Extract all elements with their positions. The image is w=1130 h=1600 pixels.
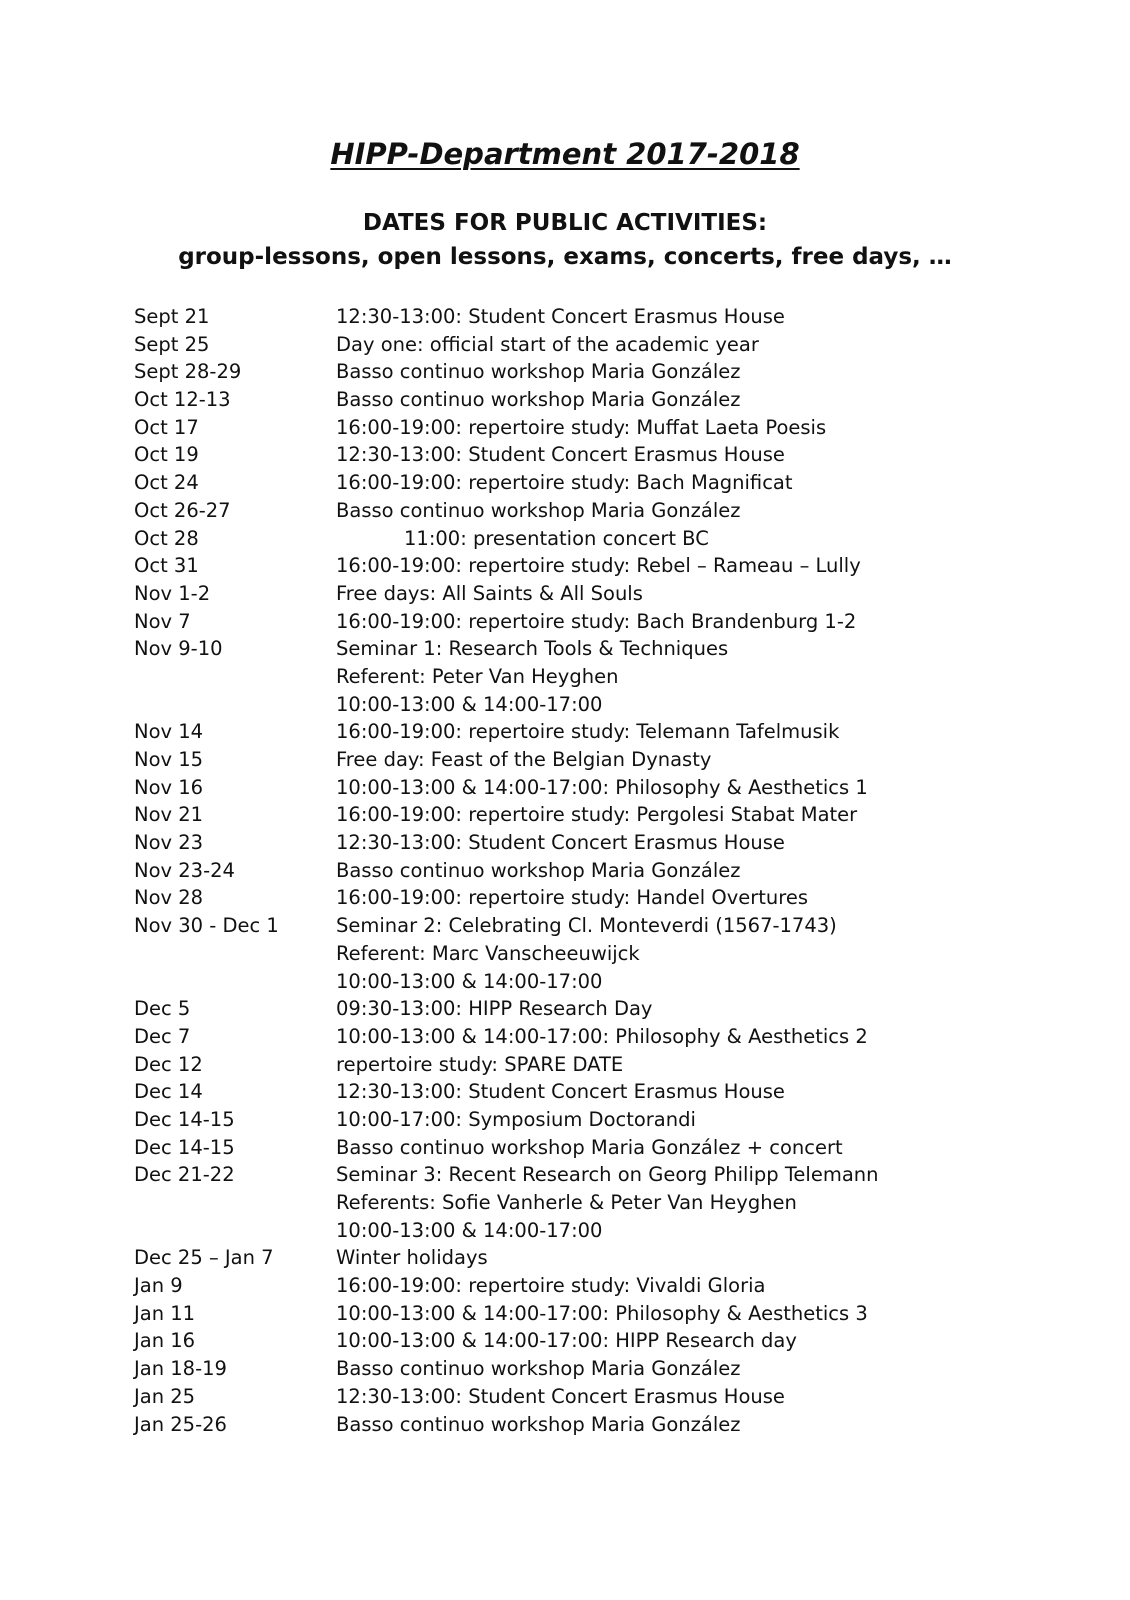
schedule-row — [134, 497, 1034, 525]
schedule-row — [134, 884, 1034, 912]
schedule-row — [134, 580, 1034, 608]
schedule-activity: Basso continuo workshop Maria González — [336, 360, 741, 384]
schedule-row — [134, 552, 1034, 580]
schedule-row — [134, 1300, 1034, 1328]
schedule-date: Dec 7 — [134, 1024, 191, 1048]
schedule-activity: Referent: Peter Van Heyghen — [336, 664, 619, 688]
schedule-activity: 10:00-13:00 & 14:00-17:00: Philosophy & Aesthetics 1 — [336, 775, 868, 799]
schedule-activity: 10:00-17:00: Symposium Doctorandi — [336, 1107, 696, 1131]
schedule-row — [134, 469, 1034, 497]
schedule-activity: 12:30-13:00: Student Concert Erasmus House — [336, 1384, 785, 1408]
schedule-row — [134, 608, 1034, 636]
schedule-row — [134, 829, 1034, 857]
schedule-activity: 10:00-13:00 & 14:00-17:00: Philosophy & Aesthetics 2 — [336, 1024, 868, 1048]
schedule-list — [134, 303, 1034, 1438]
schedule-activity: 16:00-19:00: repertoire study: Bach Brandenburg 1-2 — [336, 609, 857, 633]
schedule-activity: 10:00-13:00 & 14:00-17:00 — [336, 1218, 603, 1242]
schedule-date — [134, 940, 336, 968]
schedule-date: Sept 25 — [134, 332, 210, 356]
schedule-date: Jan 18-19 — [134, 1357, 227, 1381]
schedule-activity: Basso continuo workshop Maria González + concert — [336, 1135, 843, 1159]
schedule-row — [134, 331, 1034, 359]
schedule-activity: Basso continuo workshop Maria González — [336, 1412, 741, 1436]
schedule-row — [134, 1161, 1034, 1189]
subtitle-heading: DATES FOR PUBLIC ACTIVITIES: — [362, 210, 768, 236]
schedule-date: Sept 28-29 — [134, 360, 242, 384]
schedule-date: Oct 12-13 — [134, 388, 231, 412]
schedule-row — [134, 1244, 1034, 1272]
schedule-row — [134, 1106, 1034, 1134]
schedule-date: Nov 23 — [134, 831, 204, 855]
schedule-activity: 12:30-13:00: Student Concert Erasmus House — [336, 1080, 785, 1104]
schedule-activity: 16:00-19:00: repertoire study: Rebel – Rameau – Lully — [336, 554, 861, 578]
schedule-row — [134, 1051, 1034, 1079]
schedule-row — [134, 441, 1034, 469]
schedule-date: Nov 7 — [134, 609, 191, 633]
schedule-date — [134, 663, 336, 691]
schedule-date: Dec 5 — [134, 997, 191, 1021]
schedule-row — [134, 414, 1034, 442]
schedule-activity: Referent: Marc Vanscheeuwijck — [336, 941, 640, 965]
schedule-date: Dec 14-15 — [134, 1135, 235, 1159]
schedule-date: Sept 21 — [134, 305, 210, 328]
schedule-date: Nov 16 — [134, 775, 204, 799]
schedule-row — [134, 1327, 1034, 1355]
schedule-activity: 12:30-13:00: Student Concert Erasmus House — [336, 305, 785, 328]
schedule-date — [134, 1189, 336, 1217]
schedule-date: Dec 21-22 — [134, 1163, 235, 1187]
schedule-date: Oct 24 — [134, 471, 199, 495]
schedule-row — [134, 940, 1034, 968]
schedule-date: Oct 26-27 — [134, 498, 231, 522]
schedule-row — [134, 303, 1034, 331]
schedule-activity: 16:00-19:00: repertoire study: Telemann Tafelmusik — [336, 720, 840, 744]
schedule-activity: Seminar 1: Research Tools & Techniques — [336, 637, 729, 661]
schedule-activity: 09:30-13:00: HIPP Research Day — [336, 997, 653, 1021]
schedule-row — [134, 746, 1034, 774]
schedule-activity: 11:00: presentation concert BC — [404, 526, 709, 550]
schedule-row — [134, 1411, 1034, 1439]
schedule-activity: 16:00-19:00: repertoire study: Pergolesi Stabat Mater — [336, 803, 858, 827]
schedule-date: Nov 15 — [134, 748, 204, 771]
schedule-activity: Basso continuo workshop Maria González — [336, 498, 741, 522]
schedule-row — [134, 525, 1034, 553]
schedule-activity: Winter holidays — [336, 1246, 488, 1270]
document-title — [0, 136, 1130, 172]
schedule-date: Oct 17 — [134, 415, 199, 439]
schedule-activity: 16:00-19:00: repertoire study: Muffat Laeta Poesis — [336, 415, 827, 439]
schedule-date: Nov 1-2 — [134, 581, 211, 605]
schedule-date: Nov 30 - Dec 1 — [134, 914, 279, 938]
schedule-row — [134, 358, 1034, 386]
schedule-activity: 16:00-19:00: repertoire study: Vivaldi Gloria — [336, 1274, 766, 1298]
schedule-row — [134, 1217, 1034, 1245]
schedule-activity: 10:00-13:00 & 14:00-17:00: Philosophy & Aesthetics 3 — [336, 1301, 868, 1325]
schedule-date — [134, 1217, 336, 1245]
schedule-row — [134, 663, 1034, 691]
schedule-row — [134, 912, 1034, 940]
schedule-row — [134, 1078, 1034, 1106]
schedule-activity: 16:00-19:00: repertoire study: Handel Overtures — [336, 886, 808, 910]
schedule-activity: Seminar 2: Celebrating Cl. Monteverdi (1567-1743) — [336, 914, 837, 938]
schedule-date: Dec 25 – Jan 7 — [134, 1246, 274, 1270]
subtitle-description: group-lessons, open lessons, exams, concerts, free days, … — [178, 244, 952, 270]
schedule-activity: 16:00-19:00: repertoire study: Bach Magnificat — [336, 471, 793, 495]
schedule-date: Nov 14 — [134, 720, 204, 744]
schedule-row — [134, 857, 1034, 885]
schedule-row — [134, 635, 1034, 663]
schedule-activity: Basso continuo workshop Maria González — [336, 388, 741, 412]
schedule-row — [134, 774, 1034, 802]
schedule-activity: 10:00-13:00 & 14:00-17:00 — [336, 969, 603, 993]
schedule-row — [134, 691, 1034, 719]
schedule-row — [134, 1023, 1034, 1051]
schedule-activity: 10:00-13:00 & 14:00-17:00 — [336, 692, 603, 716]
schedule-date: Jan 9 — [134, 1274, 183, 1298]
schedule-date: Nov 23-24 — [134, 858, 235, 882]
schedule-date: Oct 31 — [134, 554, 199, 578]
schedule-activity: 12:30-13:00: Student Concert Erasmus House — [336, 831, 785, 855]
schedule-activity: 12:30-13:00: Student Concert Erasmus House — [336, 443, 785, 467]
schedule-row — [134, 1272, 1034, 1300]
schedule-row — [134, 1134, 1034, 1162]
schedule-activity: Referents: Sofie Vanherle & Peter Van Heyghen — [336, 1191, 797, 1214]
schedule-date — [134, 968, 336, 996]
schedule-date: Jan 16 — [134, 1329, 196, 1353]
schedule-date: Jan 25 — [134, 1384, 196, 1408]
schedule-date: Dec 14-15 — [134, 1107, 235, 1131]
schedule-row — [134, 968, 1034, 996]
schedule-activity: 10:00-13:00 & 14:00-17:00: HIPP Research day — [336, 1329, 797, 1353]
schedule-activity: Day one: official start of the academic year — [336, 332, 759, 356]
schedule-date: Nov 21 — [134, 803, 204, 827]
schedule-date: Oct 28 — [134, 526, 199, 550]
schedule-activity: Free days: All Saints & All Souls — [336, 581, 643, 605]
schedule-activity: repertoire study: SPARE DATE — [336, 1052, 624, 1076]
schedule-date: Oct 19 — [134, 443, 199, 467]
schedule-row — [134, 386, 1034, 414]
schedule-date: Jan 25-26 — [134, 1412, 227, 1436]
schedule-row — [134, 995, 1034, 1023]
document-title-text: HIPP-Department 2017-2018 — [330, 137, 800, 171]
schedule-activity: Basso continuo workshop Maria González — [336, 1357, 741, 1381]
schedule-date: Dec 12 — [134, 1052, 203, 1076]
schedule-date: Nov 9-10 — [134, 637, 223, 661]
schedule-row — [134, 1383, 1034, 1411]
schedule-row — [134, 1355, 1034, 1383]
schedule-row — [134, 1189, 1034, 1217]
schedule-date: Dec 14 — [134, 1080, 203, 1104]
schedule-date — [134, 691, 336, 719]
schedule-activity: Basso continuo workshop Maria González — [336, 858, 741, 882]
schedule-activity: Free day: Feast of the Belgian Dynasty — [336, 748, 712, 771]
schedule-date: Nov 28 — [134, 886, 204, 910]
schedule-date: Jan 11 — [134, 1301, 196, 1325]
schedule-row — [134, 801, 1034, 829]
schedule-activity: Seminar 3: Recent Research on Georg Philipp Telemann — [336, 1163, 879, 1187]
schedule-row — [134, 718, 1034, 746]
